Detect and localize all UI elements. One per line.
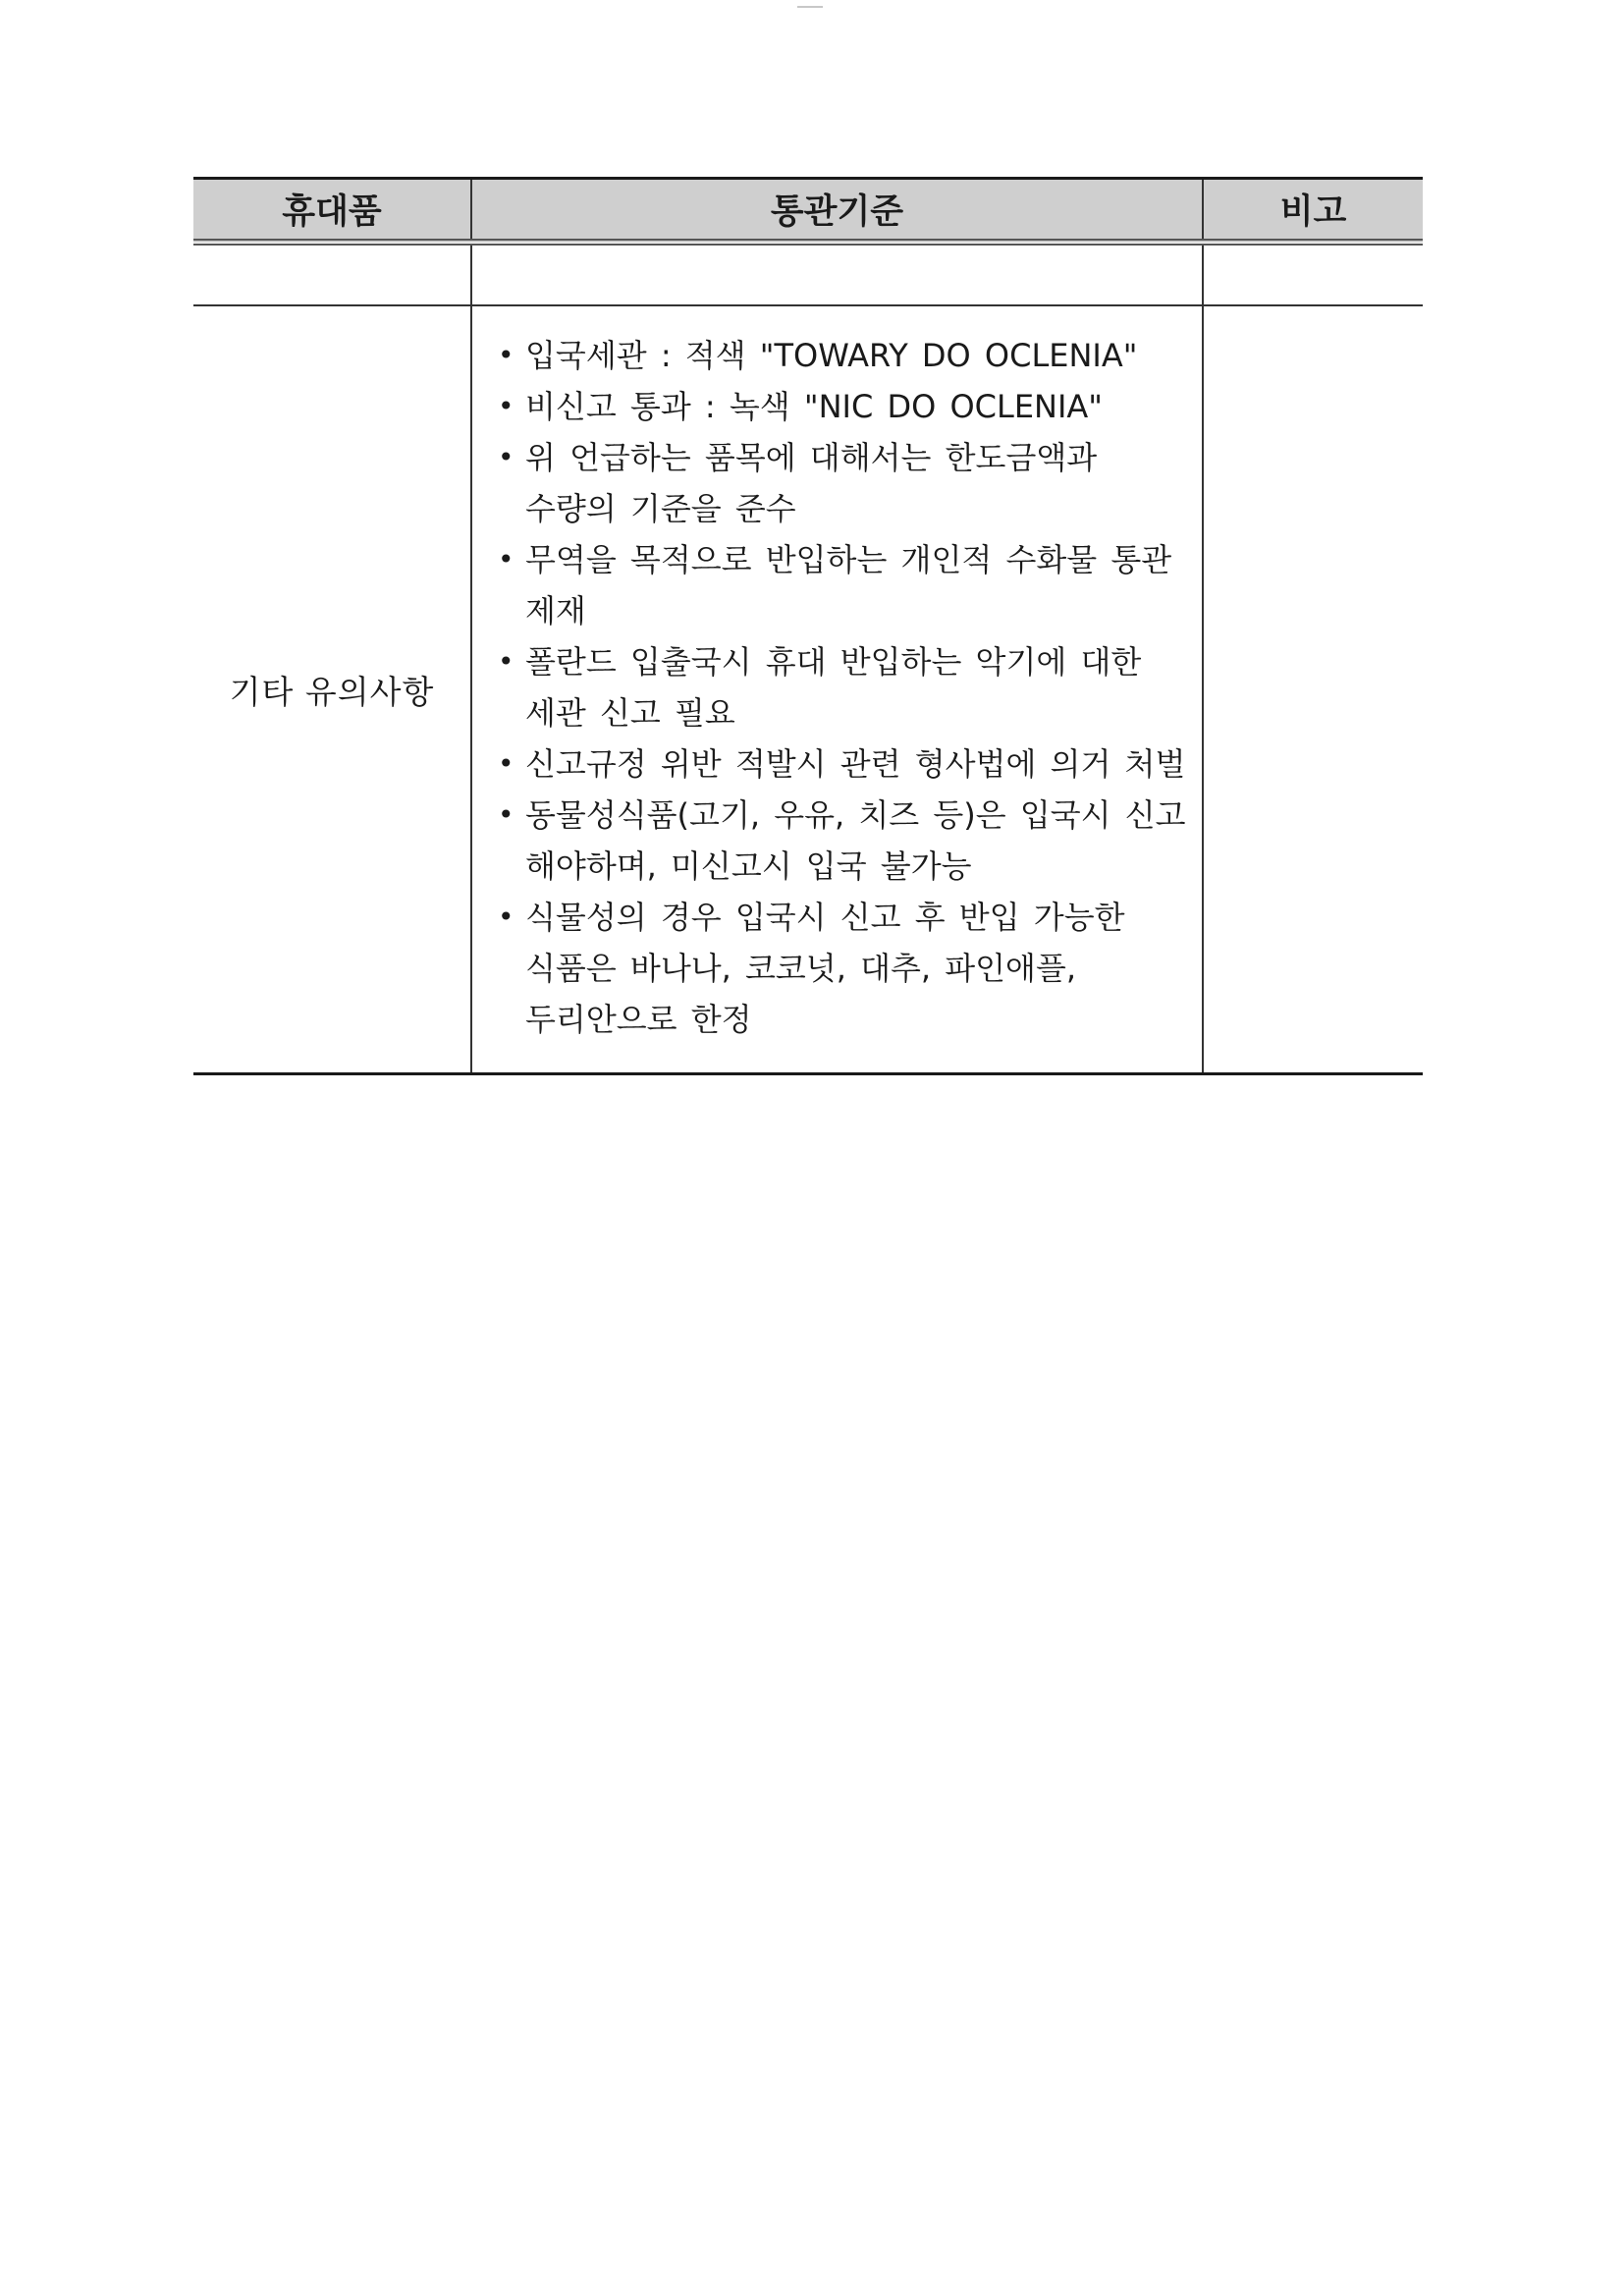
bullet-icon: • <box>498 339 514 371</box>
customs-criteria-table <box>193 177 1423 1075</box>
criteria-text: 비신고 통과 : 녹색 "NIC DO OCLENIA" <box>525 388 1104 425</box>
bullet-icon: • <box>498 798 514 831</box>
list-item <box>490 738 1196 790</box>
list-item <box>490 790 1196 892</box>
item-cell: 기타 유의사항 <box>193 305 471 1074</box>
list-item <box>490 534 1196 636</box>
criteria-text: 신고규정 위반 적발시 관련 형사법에 의거 처벌 <box>525 745 1186 783</box>
list-item <box>490 636 1196 738</box>
bullet-icon: • <box>498 901 514 933</box>
scan-mark <box>797 6 823 8</box>
bullet-icon: • <box>498 543 514 575</box>
list-item <box>490 432 1196 534</box>
remarks-cell <box>1203 243 1423 306</box>
criteria-text: 입국세관 : 적색 "TOWARY DO OCLENIA" <box>525 337 1138 374</box>
criteria-cell <box>471 305 1203 1074</box>
list-item <box>490 381 1196 432</box>
table-header-row <box>193 179 1423 243</box>
header-item: 휴대품 <box>193 179 471 243</box>
criteria-text: 폴란드 입출국시 휴대 반입하는 악기에 대한 세관 신고 필요 <box>525 643 1142 732</box>
criteria-cell <box>471 243 1203 306</box>
bullet-icon: • <box>498 747 514 780</box>
bullet-icon: • <box>498 441 514 473</box>
list-item <box>490 892 1196 1045</box>
criteria-text: 식물성의 경우 입국시 신고 후 반입 가능한 식품은 바나나, 코코넛, 대추, 파인애플, 두리안으로 한정 <box>525 899 1125 1038</box>
table-row <box>193 243 1423 306</box>
list-item <box>490 330 1196 381</box>
header-remarks: 비고 <box>1203 179 1423 243</box>
header-criteria: 통관기준 <box>471 179 1203 243</box>
table-row <box>193 305 1423 1074</box>
bullet-icon: • <box>498 645 514 678</box>
criteria-text: 무역을 목적으로 반입하는 개인적 수화물 통관 제재 <box>525 541 1172 629</box>
bullet-icon: • <box>498 390 514 422</box>
item-cell <box>193 243 471 306</box>
criteria-list <box>490 330 1196 1045</box>
criteria-text: 동물성식품(고기, 우유, 치즈 등)은 입국시 신고 해야하며, 미신고시 입국 불가능 <box>525 796 1186 885</box>
criteria-text: 위 언급하는 품목에 대해서는 한도금액과 수량의 기준을 준수 <box>525 439 1098 527</box>
remarks-cell <box>1203 305 1423 1074</box>
